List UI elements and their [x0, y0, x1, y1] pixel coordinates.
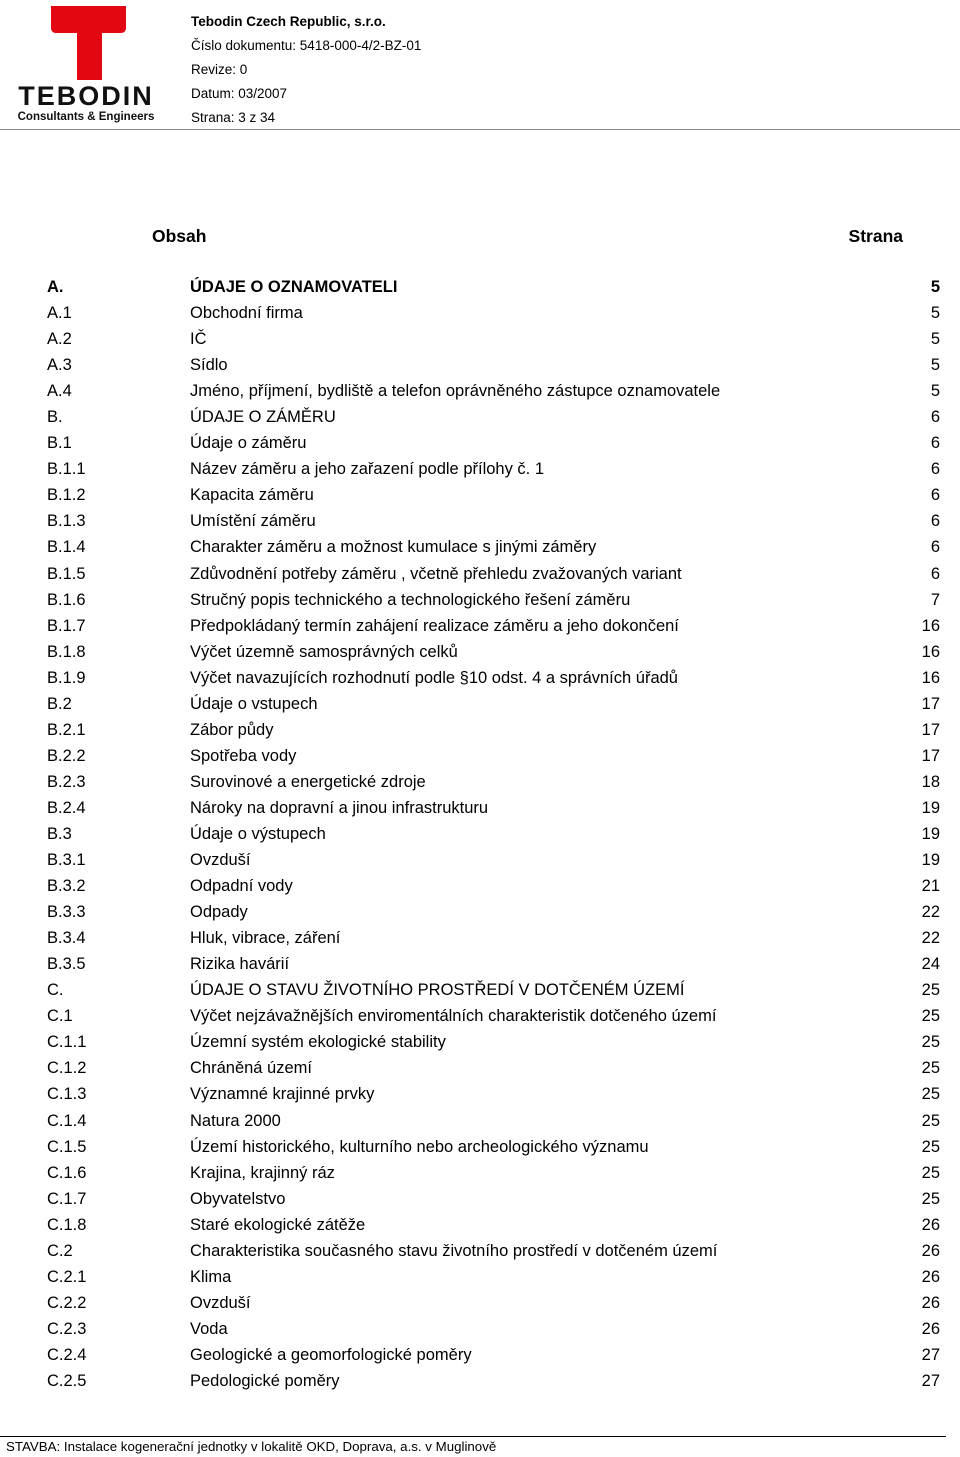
toc-entry[interactable]: [0, 352, 960, 378]
toc-entry[interactable]: [0, 691, 960, 717]
toc-entry[interactable]: [0, 873, 960, 899]
toc-entry-number: C.2.2: [47, 1293, 87, 1312]
toc-entry-number: C.1.2: [47, 1059, 87, 1078]
toc-entry-page: 26: [921, 1241, 940, 1260]
toc-entry-number: B.1.9: [47, 668, 86, 687]
toc-entry[interactable]: [0, 1290, 960, 1316]
toc-entry[interactable]: [0, 326, 960, 352]
toc-entry-title: Údaje o výstupech: [190, 824, 326, 843]
toc-entry-number: B.2.2: [47, 746, 86, 765]
toc-entry-page: 25: [921, 1163, 940, 1182]
page-indicator: Strana: 3 z 34: [191, 110, 276, 125]
logo-tagline: Consultants & Engineers: [17, 111, 155, 123]
toc-entry-title: ÚDAJE O ZÁMĚRU: [190, 408, 336, 427]
toc-entry-page: 5: [930, 278, 940, 296]
toc-entry-title: Rizika havárií: [190, 955, 290, 974]
toc-entry-title: Natura 2000: [190, 1111, 281, 1130]
toc-entry-page: 27: [921, 1345, 940, 1364]
toc-entry-title: Staré ekologické zátěže: [190, 1215, 366, 1234]
toc-entry-number: C.: [47, 981, 64, 1000]
toc-entry-title: Údaje o záměru: [190, 434, 307, 453]
toc-entry-title: Ovzduší: [190, 851, 251, 870]
toc-entry[interactable]: [0, 1003, 960, 1029]
toc-entry[interactable]: [0, 1238, 960, 1264]
toc-entry-number: C.1.8: [47, 1215, 87, 1234]
toc-entry-title: Ovzduší: [190, 1293, 251, 1312]
toc-entry-title: Údaje o vstupech: [190, 694, 318, 713]
toc-entry-title: Stručný popis technického a technologického řešení záměru: [190, 590, 631, 609]
toc-entry-title: Územní systém ekologické stability: [190, 1033, 446, 1052]
toc-entry-title: Odpady: [190, 903, 248, 922]
toc-entry-page: 26: [921, 1293, 940, 1312]
toc-entry-number: B.3.2: [47, 877, 86, 896]
toc-entry-page: 5: [930, 356, 940, 375]
toc-entry-page: 6: [930, 486, 940, 505]
toc-entry-number: B.1.8: [47, 642, 86, 661]
toc-entry[interactable]: [0, 1316, 960, 1342]
toc-entry[interactable]: [0, 300, 960, 326]
table-of-contents: [0, 274, 960, 1394]
toc-entry-title: Hluk, vibrace, záření: [190, 929, 341, 948]
toc-entry-title: IČ: [190, 330, 207, 349]
toc-entry-page: 17: [921, 694, 940, 713]
toc-entry[interactable]: [0, 456, 960, 482]
toc-entry-title: ÚDAJE O OZNAMOVATELI: [190, 278, 398, 296]
toc-entry[interactable]: [0, 665, 960, 691]
toc-entry[interactable]: [0, 717, 960, 743]
toc-entry-title: Zdůvodnění potřeby záměru , včetně přehledu zvažovaných variant: [190, 564, 682, 583]
toc-entry-page: 19: [921, 824, 940, 843]
toc-entry-title: Surovinové a energetické zdroje: [190, 772, 426, 791]
toc-entry-number: A.3: [47, 356, 72, 375]
tebodin-logo: [6, 2, 166, 124]
toc-entry[interactable]: [0, 1212, 960, 1238]
toc-entry[interactable]: [0, 508, 960, 534]
toc-entry[interactable]: [0, 613, 960, 639]
toc-entry-page: 26: [921, 1267, 940, 1286]
toc-entry[interactable]: [0, 561, 960, 587]
toc-entry-page: 25: [921, 1059, 940, 1078]
toc-entry-page: 5: [930, 304, 940, 323]
toc-entry-page: 6: [930, 538, 940, 557]
toc-entry-page: 25: [921, 1007, 940, 1026]
toc-entry-number: C.1.4: [47, 1111, 87, 1130]
toc-entry-page: 22: [921, 903, 940, 922]
toc-entry-number: C.2.3: [47, 1319, 87, 1338]
toc-entry[interactable]: [0, 1368, 960, 1394]
toc-entry-number: B.3.3: [47, 903, 86, 922]
toc-entry[interactable]: [0, 378, 960, 404]
toc-entry-number: B.1.3: [47, 512, 86, 531]
toc-entry-number: B.2.4: [47, 798, 86, 817]
toc-entry[interactable]: [0, 925, 960, 951]
toc-entry[interactable]: [0, 821, 960, 847]
toc-entry-number: C.1.1: [47, 1033, 87, 1052]
toc-entry-page: 24: [921, 955, 940, 974]
toc-entry[interactable]: [0, 899, 960, 925]
toc-entry-number: C.2.1: [47, 1267, 87, 1286]
toc-entry[interactable]: [0, 587, 960, 613]
toc-entry-number: B.2.1: [47, 720, 86, 739]
logo-wordmark: TEBODIN: [18, 81, 154, 111]
toc-entry[interactable]: [0, 534, 960, 560]
toc-entry-page: 27: [921, 1371, 940, 1390]
toc-entry-page: 26: [921, 1319, 940, 1338]
toc-entry-title: Charakter záměru a možnost kumulace s jinými záměry: [190, 538, 597, 557]
toc-entry[interactable]: [0, 977, 960, 1003]
toc-entry-title: Zábor půdy: [190, 720, 274, 739]
toc-entry-number: B.1.7: [47, 616, 86, 635]
toc-entry[interactable]: [0, 639, 960, 665]
toc-entry-page: 25: [921, 1111, 940, 1130]
document-header: [191, 10, 421, 130]
toc-entry-title: Předpokládaný termín zahájení realizace záměru a jeho dokončení: [190, 616, 679, 635]
toc-entry[interactable]: [0, 1029, 960, 1055]
toc-entry-number: B.1.1: [47, 460, 86, 479]
toc-entry-number: C.2.4: [47, 1345, 87, 1364]
toc-page-heading: Strana: [848, 226, 903, 246]
toc-entry[interactable]: [0, 1081, 960, 1107]
toc-entry-title: Jméno, příjmení, bydliště a telefon oprávněného zástupce oznamovatele: [190, 382, 721, 401]
toc-entry-page: 6: [930, 434, 940, 453]
toc-entry-number: B.3: [47, 824, 72, 843]
toc-entry-title: Významné krajinné prvky: [190, 1085, 375, 1104]
toc-entry-number: C.2.5: [47, 1371, 87, 1390]
toc-entry-number: B.1.4: [47, 538, 86, 557]
toc-entry-page: 7: [930, 590, 940, 609]
toc-entry-title: Chráněná území: [190, 1059, 312, 1078]
toc-entry-number: B.1: [47, 434, 72, 453]
toc-entry[interactable]: [0, 951, 960, 977]
toc-entry-number: C.1.3: [47, 1085, 87, 1104]
toc-entry-title: Území historického, kulturního nebo archeologického významu: [190, 1137, 649, 1156]
toc-entry-number: A.: [47, 278, 64, 296]
toc-entry[interactable]: [0, 1160, 960, 1186]
toc-entry-title: Geologické a geomorfologické poměry: [190, 1345, 472, 1364]
toc-entry-page: 19: [921, 798, 940, 817]
toc-heading: Obsah: [152, 226, 207, 246]
toc-entry-page: 16: [921, 668, 940, 687]
toc-entry-title: Sídlo: [190, 356, 228, 375]
toc-entry-number: C.1: [47, 1007, 73, 1026]
toc-entry-title: Název záměru a jeho zařazení podle přílohy č. 1: [190, 460, 545, 479]
toc-entry-page: 19: [921, 851, 940, 870]
toc-entry-title: Spotřeba vody: [190, 746, 297, 765]
toc-entry-title: Nároky na dopravní a jinou infrastrukturu: [190, 798, 489, 817]
toc-entry[interactable]: [0, 795, 960, 821]
toc-entry[interactable]: [0, 430, 960, 456]
toc-entry-number: B.: [47, 408, 63, 427]
toc-entry-title: Krajina, krajinný ráz: [190, 1163, 335, 1182]
footer-divider: [0, 1436, 946, 1437]
toc-entry-title: Umístění záměru: [190, 512, 316, 531]
toc-entry-number: B.1.6: [47, 590, 86, 609]
toc-entry-number: C.1.6: [47, 1163, 87, 1182]
toc-entry-page: 16: [921, 616, 940, 635]
toc-entry-page: 26: [921, 1215, 940, 1234]
toc-entry-page: 18: [921, 772, 940, 791]
toc-entry-title: Pedologické poměry: [190, 1371, 340, 1390]
toc-entry-title: Charakteristika současného stavu životního prostředí v dotčeném území: [190, 1241, 718, 1260]
revision: Revize: 0: [191, 62, 248, 77]
toc-entry[interactable]: [0, 404, 960, 430]
toc-entry[interactable]: [0, 1186, 960, 1212]
toc-entry-page: 5: [930, 382, 940, 401]
toc-entry[interactable]: [0, 743, 960, 769]
toc-entry-page: 6: [930, 460, 940, 479]
toc-entry-number: C.1.5: [47, 1137, 87, 1156]
toc-entry-title: Klima: [190, 1267, 232, 1286]
toc-entry-title: ÚDAJE O STAVU ŽIVOTNÍHO PROSTŘEDÍ V DOTČENÉM ÚZEMÍ: [190, 981, 685, 1000]
toc-entry-title: Výčet navazujících rozhodnutí podle §10 odst. 4 a správních úřadů: [190, 668, 678, 687]
toc-entry-page: 25: [921, 1033, 940, 1052]
toc-entry-title: Kapacita záměru: [190, 486, 314, 505]
toc-entry-page: 17: [921, 720, 940, 739]
toc-entry-number: A.1: [47, 304, 72, 323]
toc-entry-number: C.1.7: [47, 1189, 87, 1208]
toc-entry-page: 6: [930, 564, 940, 583]
toc-entry[interactable]: [0, 769, 960, 795]
toc-entry-number: C.2: [47, 1241, 73, 1260]
toc-entry-page: 17: [921, 746, 940, 765]
toc-entry[interactable]: [0, 274, 960, 300]
toc-entry-number: A.2: [47, 330, 72, 349]
toc-entry-number: B.2.3: [47, 772, 86, 791]
toc-entry-number: B.3.4: [47, 929, 86, 948]
toc-entry-page: 5: [930, 330, 940, 349]
toc-entry-title: Výčet územně samosprávných celků: [190, 642, 458, 661]
toc-entry-page: 25: [921, 1085, 940, 1104]
toc-entry-number: B.3.1: [47, 851, 86, 870]
footer-text: STAVBA: Instalace kogenerační jednotky v lokalitě OKD, Doprava, a.s. v Muglinově: [6, 1439, 497, 1454]
toc-entry-title: Odpadní vody: [190, 877, 293, 896]
company-name: Tebodin Czech Republic, s.r.o.: [191, 14, 386, 29]
toc-entry[interactable]: [0, 1264, 960, 1290]
toc-entry-page: 6: [930, 512, 940, 531]
toc-entry-number: B.3.5: [47, 955, 86, 974]
toc-entry-title: Obchodní firma: [190, 304, 303, 323]
header-divider: [0, 129, 960, 130]
toc-entry-page: 21: [921, 877, 940, 896]
toc-entry-page: 6: [930, 408, 940, 427]
toc-entry-number: B.1.5: [47, 564, 86, 583]
toc-entry-number: A.4: [47, 382, 72, 401]
document-number: Číslo dokumentu: 5418-000-4/2-BZ-01: [191, 38, 422, 53]
document-date: Datum: 03/2007: [191, 86, 288, 101]
toc-entry-number: B.1.2: [47, 486, 86, 505]
toc-entry-title: Výčet nejzávažnějších enviromentálních charakteristik dotčeného území: [190, 1007, 717, 1026]
toc-entry[interactable]: [0, 1134, 960, 1160]
toc-entry-title: Voda: [190, 1319, 228, 1338]
toc-entry-page: 25: [921, 981, 940, 1000]
toc-entry-page: 16: [921, 642, 940, 661]
toc-entry[interactable]: [0, 1055, 960, 1081]
toc-entry-page: 25: [921, 1189, 940, 1208]
toc-entry-title: Obyvatelstvo: [190, 1189, 286, 1208]
toc-entry-page: 22: [921, 929, 940, 948]
toc-entry[interactable]: [0, 1108, 960, 1134]
toc-entry[interactable]: [0, 847, 960, 873]
toc-entry[interactable]: [0, 482, 960, 508]
toc-entry[interactable]: [0, 1342, 960, 1368]
toc-entry-number: B.2: [47, 694, 72, 713]
toc-entry-page: 25: [921, 1137, 940, 1156]
